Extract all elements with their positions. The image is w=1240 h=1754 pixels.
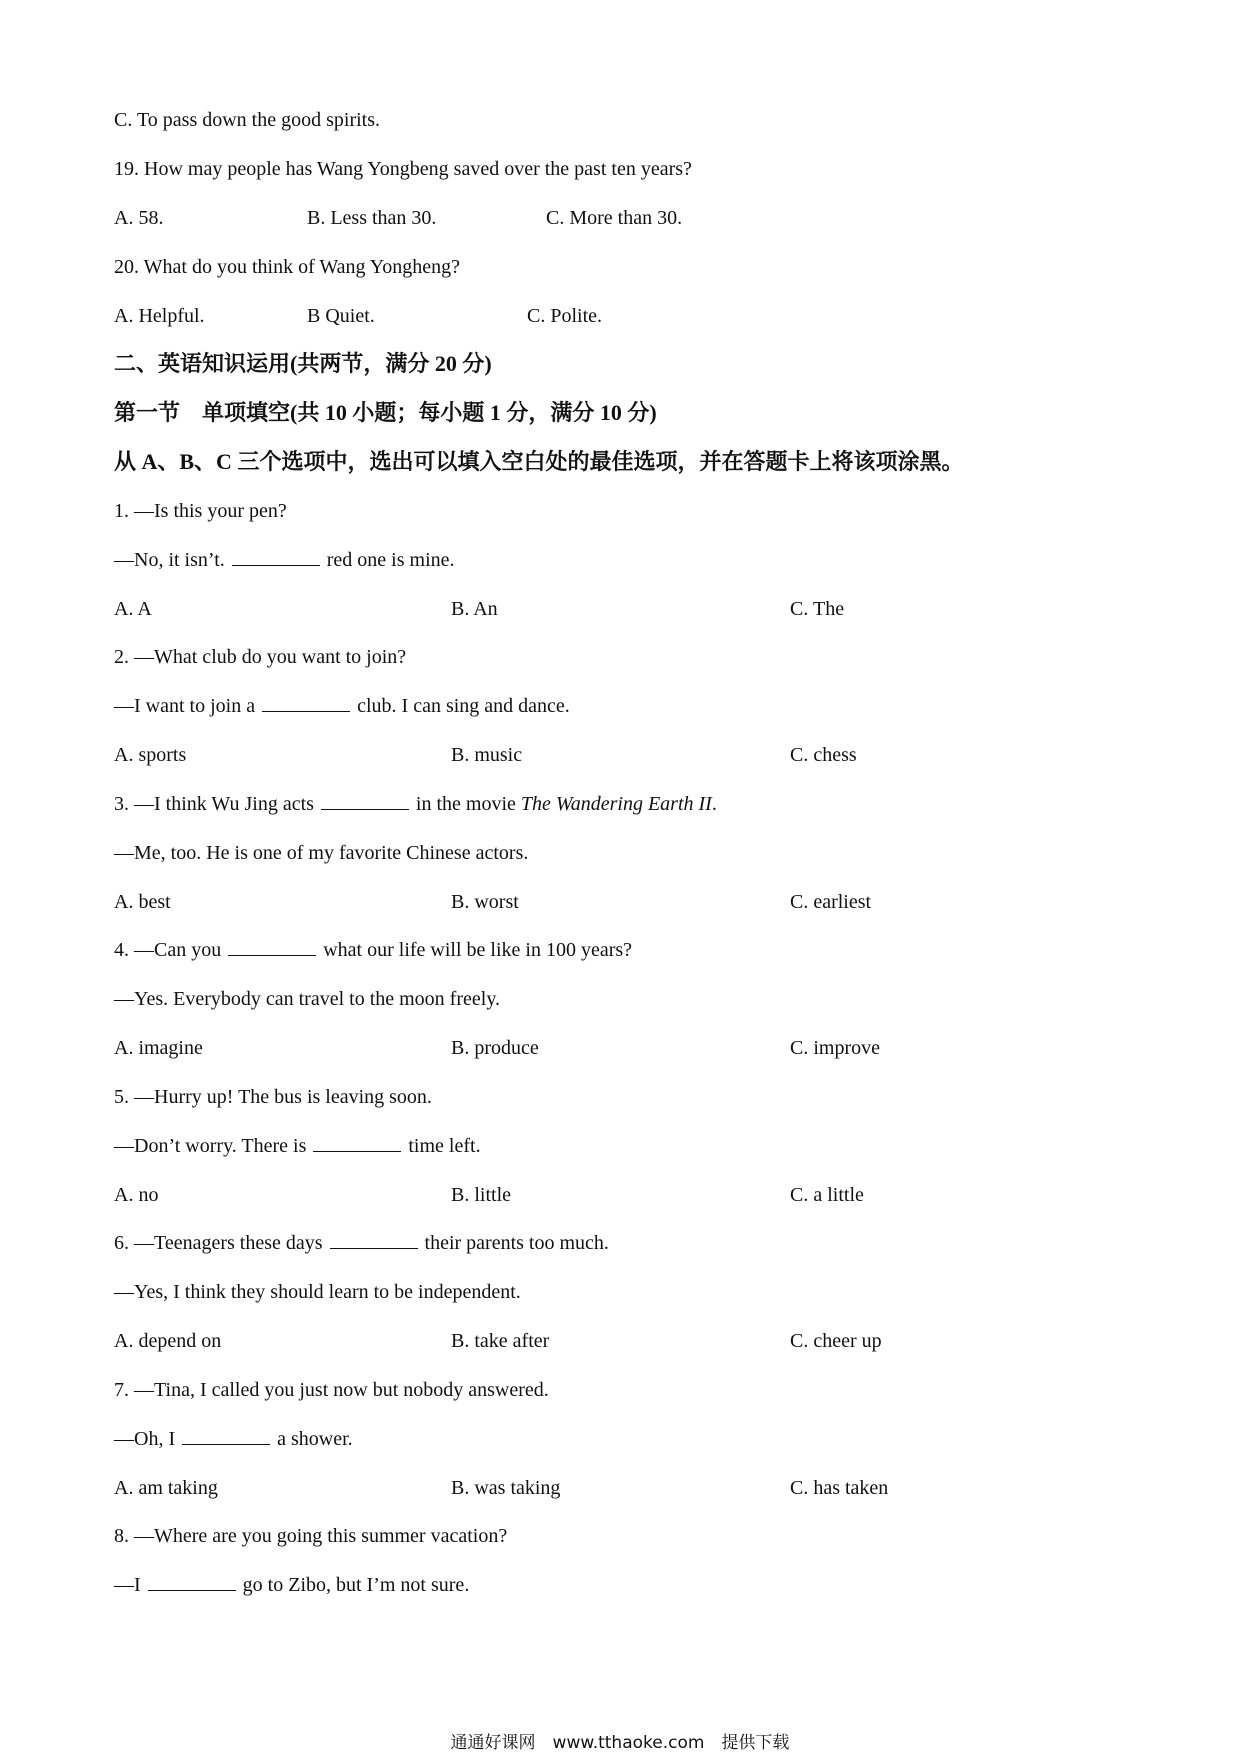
- page-footer: 通通好课网 www.tthaoke.com 提供下载: [450, 1733, 790, 1753]
- q7-line1: 7. —Tina, I called you just now but nobody answered.: [114, 1379, 549, 1401]
- q1-option-b: B. An: [451, 598, 498, 620]
- q5-line2-pre: —Don’t worry. There is: [114, 1135, 307, 1157]
- q5-option-b: B. little: [451, 1184, 511, 1206]
- q3-line1-mid: in the movie: [415, 793, 516, 815]
- q5-blank: [313, 1133, 401, 1152]
- q6-option-c: C. cheer up: [790, 1330, 882, 1352]
- q3-line1: [114, 791, 717, 817]
- q3-line1-pre: 3. —I think Wu Jing acts: [114, 793, 314, 815]
- q7-option-b: B. was taking: [451, 1477, 561, 1499]
- q19-stem: 19. How may people has Wang Yongbeng saved over the past ten years?: [114, 158, 692, 180]
- q5-option-a: A. no: [114, 1184, 159, 1206]
- q7-line2: [114, 1426, 353, 1452]
- q4-option-a: A. imagine: [114, 1037, 203, 1059]
- q1-line2: [114, 547, 455, 573]
- q5-option-c: C. a little: [790, 1184, 864, 1206]
- q5-line2: [114, 1133, 481, 1159]
- q4-line2: —Yes. Everybody can travel to the moon freely.: [114, 988, 501, 1010]
- q2-blank: [262, 693, 350, 712]
- q4-option-c: C. improve: [790, 1037, 880, 1059]
- q4-option-b: B. produce: [451, 1037, 539, 1059]
- q3-line1-end: .: [711, 793, 717, 815]
- q2-line2-post: club. I can sing and dance.: [357, 695, 570, 717]
- q4-line1: [114, 937, 632, 963]
- q5-line2-post: time left.: [408, 1135, 481, 1157]
- q7-option-c: C. has taken: [790, 1477, 889, 1499]
- q7-line2-pre: —Oh, I: [114, 1428, 176, 1450]
- q1-option-c: C. The: [790, 598, 845, 620]
- section-subtitle: 第一节 单项填空(共 10 小题；每小题 1 分，满分 10 分): [114, 400, 657, 425]
- q6-option-b: B. take after: [451, 1330, 550, 1352]
- q2-line2-pre: —I want to join a: [114, 695, 256, 717]
- q8-blank: [148, 1572, 236, 1591]
- q7-blank: [182, 1426, 270, 1445]
- q20-option-a: A. Helpful.: [114, 305, 205, 327]
- q3-blank: [321, 791, 409, 810]
- q20-stem: 20. What do you think of Wang Yongheng?: [114, 256, 460, 278]
- q8-line2: [114, 1572, 469, 1598]
- q7-line2-post: a shower.: [277, 1428, 353, 1450]
- q8-line2-post: go to Zibo, but I’m not sure.: [242, 1574, 470, 1596]
- q1-option-a: A. A: [114, 598, 152, 620]
- q2-option-a: A. sports: [114, 744, 187, 766]
- q19-option-a: A. 58.: [114, 207, 164, 229]
- q19-option-c: C. More than 30.: [546, 207, 683, 229]
- q4-line1-pre: 4. —Can you: [114, 939, 222, 961]
- q2-line2: [114, 693, 570, 719]
- q2-option-c: C. chess: [790, 744, 857, 766]
- q3-line2: —Me, too. He is one of my favorite Chinese actors.: [114, 842, 529, 864]
- q8-line2-pre: —I: [114, 1574, 141, 1596]
- q1-line1: 1. —Is this your pen?: [114, 500, 287, 522]
- q6-line1-post: their parents too much.: [424, 1232, 609, 1254]
- q3-option-c: C. earliest: [790, 891, 872, 913]
- q3-option-a: A. best: [114, 891, 171, 913]
- q2-line1: 2. —What club do you want to join?: [114, 646, 407, 668]
- section-title: 二、英语知识运用(共两节，满分 20 分): [114, 351, 492, 376]
- q20-option-b: B Quiet.: [307, 305, 375, 327]
- q8-line1: 8. —Where are you going this summer vacation?: [114, 1525, 508, 1547]
- q6-line2: —Yes, I think they should learn to be independent.: [114, 1281, 521, 1303]
- q3-movie-title: The Wandering Earth II: [520, 793, 712, 815]
- q18-option-c: C. To pass down the good spirits.: [114, 109, 381, 131]
- q1-line2-post: red one is mine.: [326, 549, 455, 571]
- q5-line1: 5. —Hurry up! The bus is leaving soon.: [114, 1086, 432, 1108]
- q6-line1-pre: 6. —Teenagers these days: [114, 1232, 323, 1254]
- q4-line1-post: what our life will be like in 100 years?: [323, 939, 633, 961]
- section-instruction: 从 A、B、C 三个选项中，选出可以填入空白处的最佳选项，并在答题卡上将该项涂黑。: [114, 449, 964, 474]
- q19-option-b: B. Less than 30.: [307, 207, 437, 229]
- q7-option-a: A. am taking: [114, 1477, 218, 1499]
- q6-blank: [330, 1230, 418, 1249]
- q6-option-a: A. depend on: [114, 1330, 222, 1352]
- q4-blank: [228, 937, 316, 956]
- q20-option-c: C. Polite.: [527, 305, 603, 327]
- q3-option-b: B. worst: [451, 891, 519, 913]
- q2-option-b: B. music: [451, 744, 523, 766]
- q1-line2-pre: —No, it isn’t.: [114, 549, 225, 571]
- q6-line1: [114, 1230, 609, 1256]
- q1-blank: [232, 547, 320, 566]
